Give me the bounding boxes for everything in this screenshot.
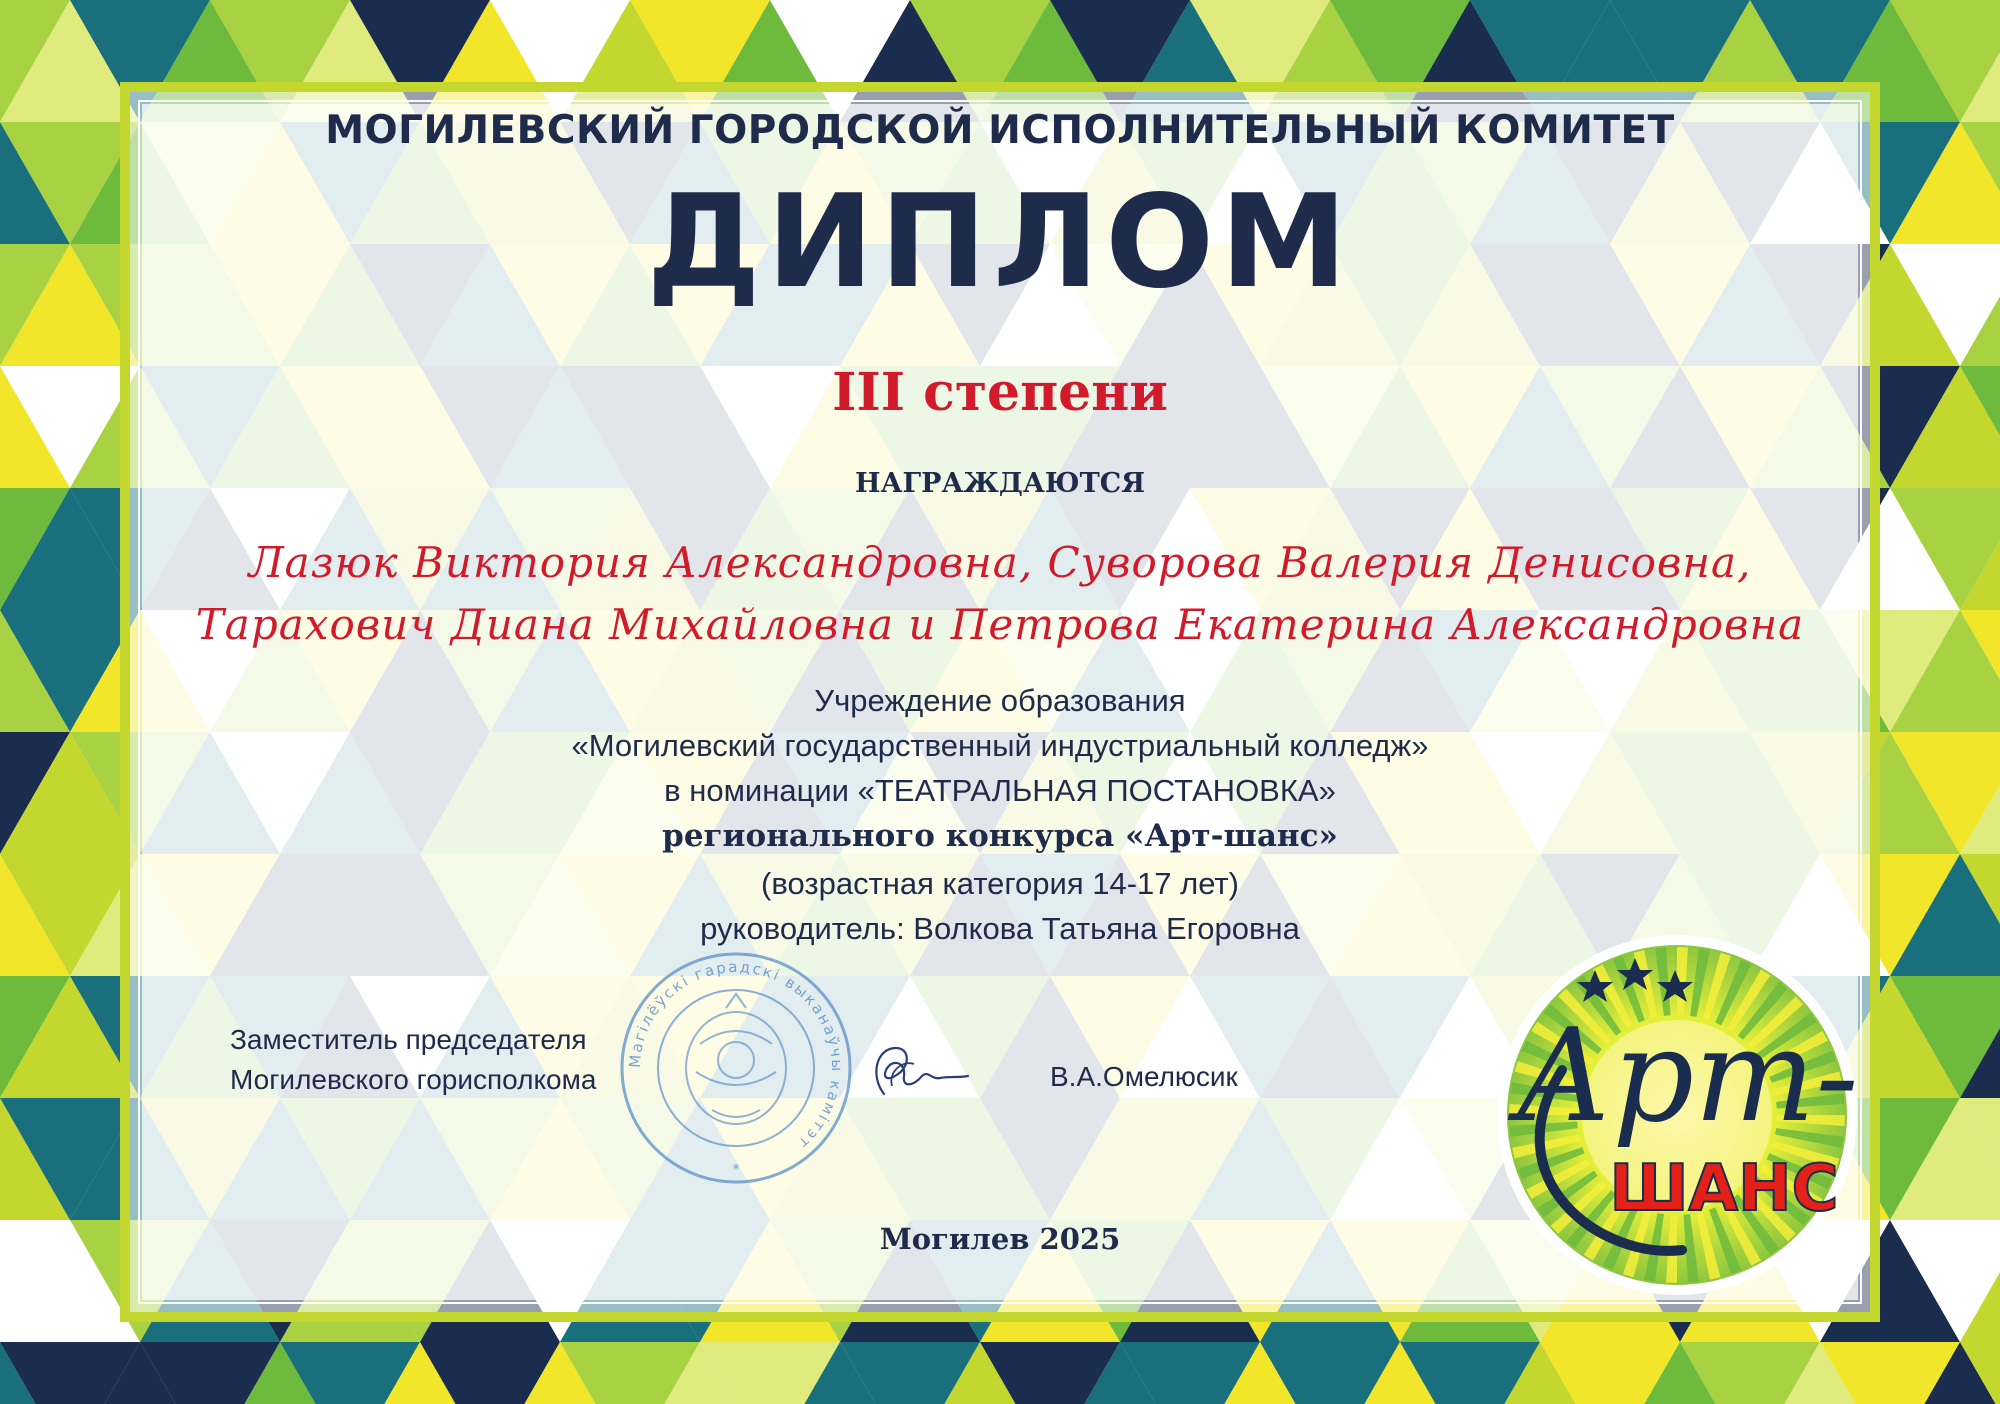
recipients-line-1: Лазюк Виктория Александровна, Суворова Валерия Денисовна, [248, 538, 1752, 587]
awarded-label: НАГРАЖДАЮТСЯ [855, 468, 1145, 499]
supervisor: руководитель: Волкова Татьяна Егоровна [700, 911, 1300, 946]
nomination: в номинации «ТЕАТРАЛЬНАЯ ПОСТАНОВКА» [664, 773, 1336, 808]
institution-type: Учреждение образования [814, 683, 1186, 718]
city-year: Могилев 2025 [879, 1222, 1121, 1256]
contest-name: регионального конкурса «Арт-шанс» [662, 818, 1338, 854]
recipients-line-2: Тарахович Диана Михайловна и Петрова Екатерина Александровна [195, 600, 1805, 649]
signer-name: В.А.Омелюсик [1050, 1061, 1238, 1092]
organization-name: МОГИЛЕВСКИЙ ГОРОДСКОЙ ИСПОЛНИТЕЛЬНЫЙ КОМИТЕТ [325, 108, 1675, 153]
stamp-text: Магілёўскі гарадскі выканаўчы камітэт [625, 957, 847, 1154]
art-chance-logo-icon [1452, 920, 1902, 1310]
logo-word-1: Арт- [1515, 1002, 1859, 1151]
official-stamp-icon [616, 948, 856, 1188]
age-category: (возрастная категория 14-17 лет) [761, 866, 1239, 901]
signer-position-line-2: Могилевского горисполкома [230, 1064, 597, 1095]
signer-position-line-1: Заместитель председателя [230, 1024, 587, 1055]
handwritten-signature [862, 1036, 972, 1106]
award-degree: III степени [832, 362, 1168, 423]
svg-text:*: * [732, 1162, 740, 1178]
signer-position [230, 1020, 596, 1100]
institution-name: «Могилевский государственный индустриальный колледж» [571, 728, 1429, 763]
logo-word-2: ШАНС [1609, 1152, 1839, 1226]
document-title: ДИПЛОМ [646, 168, 1354, 317]
